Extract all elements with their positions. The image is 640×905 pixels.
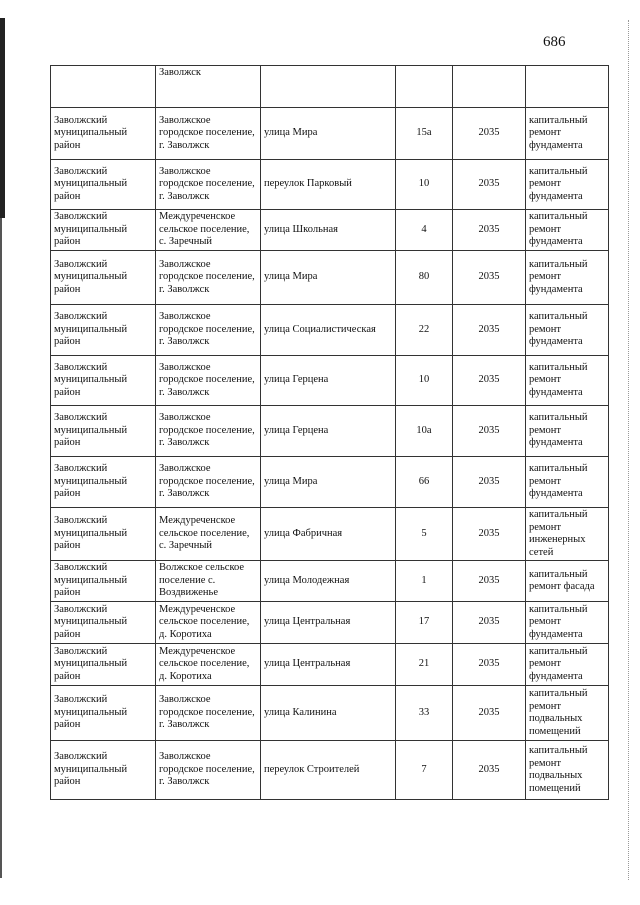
house-cell [396, 66, 453, 108]
year-cell: 2035 [453, 406, 526, 457]
district-cell: Заволжский муниципальный район [51, 160, 156, 210]
year-cell: 2035 [453, 644, 526, 686]
work-cell: капитальный ремонт подвальных помещений [526, 686, 609, 741]
work-cell: капитальный ремонт фасада [526, 561, 609, 602]
scan-edge [0, 218, 2, 878]
work-cell: капитальный ремонт фундамента [526, 305, 609, 356]
settlement-cell: Заволжское городское поселение, г. Заволжск [156, 686, 261, 741]
year-cell: 2035 [453, 508, 526, 561]
year-cell: 2035 [453, 686, 526, 741]
year-cell [453, 66, 526, 108]
work-cell: капитальный ремонт фундамента [526, 602, 609, 644]
district-cell: Заволжский муниципальный район [51, 508, 156, 561]
table-row [51, 741, 609, 800]
page-number: 686 [543, 34, 566, 50]
year-cell: 2035 [453, 741, 526, 800]
street-cell: улица Фабричная [261, 508, 396, 561]
year-cell: 2035 [453, 602, 526, 644]
settlement-cell: Междуреченское сельское поселение, д. Коротиха [156, 602, 261, 644]
work-cell: капитальный ремонт фундамента [526, 457, 609, 508]
district-cell: Заволжский муниципальный район [51, 602, 156, 644]
work-cell: капитальный ремонт фундамента [526, 108, 609, 160]
year-cell: 2035 [453, 457, 526, 508]
street-cell [261, 66, 396, 108]
scan-edge [0, 18, 5, 218]
table-row [51, 602, 609, 644]
street-cell: переулок Парковый [261, 160, 396, 210]
table-row [51, 561, 609, 602]
street-cell: улица Молодежная [261, 561, 396, 602]
settlement-cell: Междуреченское сельское поселение, с. Заречный [156, 210, 261, 251]
table-row [51, 508, 609, 561]
work-cell: капитальный ремонт инженерных сетей [526, 508, 609, 561]
street-cell: улица Калинина [261, 686, 396, 741]
table-row [51, 457, 609, 508]
settlement-cell: Волжское сельское поселение с. Воздвиженье [156, 561, 261, 602]
street-cell: переулок Строителей [261, 741, 396, 800]
work-cell: капитальный ремонт фундамента [526, 644, 609, 686]
work-cell: капитальный ремонт фундамента [526, 160, 609, 210]
street-cell: улица Школьная [261, 210, 396, 251]
street-cell: улица Мира [261, 457, 396, 508]
house-cell: 80 [396, 251, 453, 305]
district-cell: Заволжский муниципальный район [51, 561, 156, 602]
house-cell: 4 [396, 210, 453, 251]
settlement-cell: Междуреченское сельское поселение, с. Заречный [156, 508, 261, 561]
table-row [51, 210, 609, 251]
house-cell: 33 [396, 686, 453, 741]
house-cell: 22 [396, 305, 453, 356]
district-cell: Заволжский муниципальный район [51, 406, 156, 457]
housing-repair-table [50, 65, 609, 800]
settlement-cell: Заволжское городское поселение, г. Заволжск [156, 160, 261, 210]
district-cell: Заволжский муниципальный район [51, 305, 156, 356]
work-cell: капитальный ремонт фундамента [526, 356, 609, 406]
settlement-cell: Заволжское городское поселение, г. Заволжск [156, 741, 261, 800]
table-row [51, 406, 609, 457]
settlement-cell: Заволжское городское поселение, г. Заволжск [156, 305, 261, 356]
house-cell: 10а [396, 406, 453, 457]
house-cell: 21 [396, 644, 453, 686]
district-cell: Заволжский муниципальный район [51, 741, 156, 800]
house-cell: 7 [396, 741, 453, 800]
district-cell: Заволжский муниципальный район [51, 108, 156, 160]
table-row [51, 160, 609, 210]
year-cell: 2035 [453, 108, 526, 160]
settlement-cell: Междуреченское сельское поселение, д. Коротиха [156, 644, 261, 686]
district-cell: Заволжский муниципальный район [51, 644, 156, 686]
table-row [51, 251, 609, 305]
district-cell: Заволжский муниципальный район [51, 356, 156, 406]
settlement-cell: Заволжское городское поселение, г. Заволжск [156, 406, 261, 457]
table-row [51, 644, 609, 686]
district-cell: Заволжский муниципальный район [51, 210, 156, 251]
table-row-continued [51, 66, 609, 108]
settlement-cell: Заволжское городское поселение, г. Заволжск [156, 457, 261, 508]
scan-edge-right [628, 20, 629, 880]
year-cell: 2035 [453, 210, 526, 251]
work-cell: капитальный ремонт подвальных помещений [526, 741, 609, 800]
street-cell: улица Герцена [261, 406, 396, 457]
street-cell: улица Мира [261, 108, 396, 160]
house-cell: 17 [396, 602, 453, 644]
settlement-cell: Заволжское городское поселение, г. Заволжск [156, 108, 261, 160]
house-cell: 66 [396, 457, 453, 508]
table-row [51, 686, 609, 741]
house-cell: 10 [396, 160, 453, 210]
street-cell: улица Мира [261, 251, 396, 305]
street-cell: улица Герцена [261, 356, 396, 406]
year-cell: 2035 [453, 561, 526, 602]
house-cell: 10 [396, 356, 453, 406]
table-row [51, 356, 609, 406]
street-cell: улица Центральная [261, 602, 396, 644]
house-cell: 15а [396, 108, 453, 160]
settlement-cell: Заволжское городское поселение, г. Заволжск [156, 356, 261, 406]
work-cell: капитальный ремонт фундамента [526, 406, 609, 457]
street-cell: улица Социалистическая [261, 305, 396, 356]
settlement-cell: Заволжск [156, 66, 261, 108]
house-cell: 1 [396, 561, 453, 602]
table-row [51, 305, 609, 356]
work-cell [526, 66, 609, 108]
work-cell: капитальный ремонт фундамента [526, 251, 609, 305]
settlement-cell: Заволжское городское поселение, г. Заволжск [156, 251, 261, 305]
district-cell: Заволжский муниципальный район [51, 251, 156, 305]
house-cell: 5 [396, 508, 453, 561]
work-cell: капитальный ремонт фундамента [526, 210, 609, 251]
street-cell: улица Центральная [261, 644, 396, 686]
district-cell [51, 66, 156, 108]
year-cell: 2035 [453, 305, 526, 356]
district-cell: Заволжский муниципальный район [51, 457, 156, 508]
year-cell: 2035 [453, 160, 526, 210]
year-cell: 2035 [453, 251, 526, 305]
district-cell: Заволжский муниципальный район [51, 686, 156, 741]
table-row [51, 108, 609, 160]
year-cell: 2035 [453, 356, 526, 406]
